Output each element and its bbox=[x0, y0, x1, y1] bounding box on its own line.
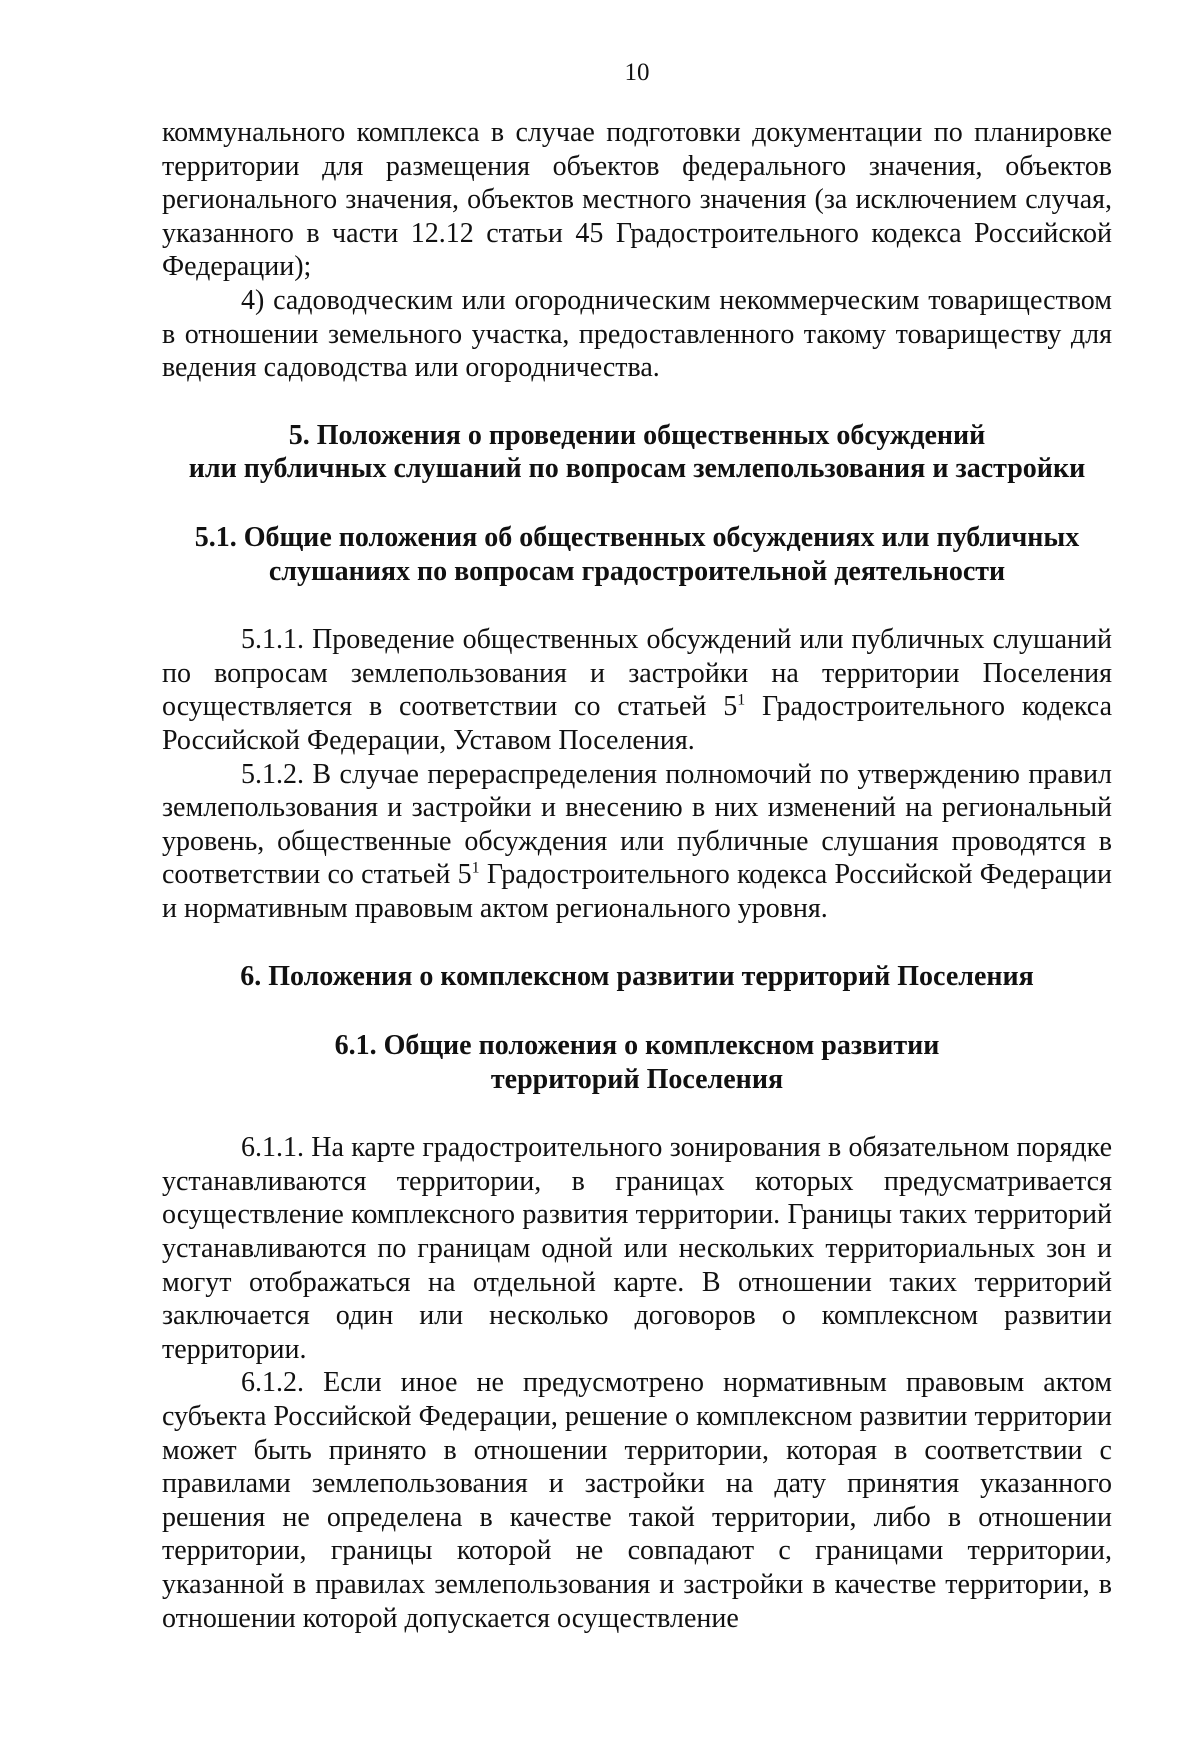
spacer bbox=[162, 1096, 1112, 1131]
section-5-1-heading-line-1: 5.1. Общие положения об общественных обсуждениях или публичных bbox=[194, 521, 1080, 553]
paragraph-6-1-1: 6.1.1. На карте градостроительного зонирования в обязательном порядке устанавливаются территории, в границах которых предусматривается осуществление комплексного развития территории. Границы таких территорий устанавливаются по границам одной или нескольких территориальных зон и могут отображаться на отдельной карте. В отношении таких территорий заключается один или несколько договоров о комплексном развитии территории. bbox=[162, 1132, 1112, 1365]
spacer bbox=[162, 588, 1112, 623]
paragraph-5-1-2-text-b: Градостроительного кодекса Российской Федерации и нормативным правовым актом регионального уровня. bbox=[162, 859, 1112, 924]
section-6-1-heading-line-1: 6.1. Общие положения о комплексном развитии bbox=[334, 1030, 940, 1062]
paragraph-5-1-2-text-a: 5.1.2. В случае перераспределения полномочий по утверждению правил землепользования и застройки и внесению в них изменений на региональный уровень, общественные обсуждения или публичные слушания проводятся в соответствии со статьей 5 bbox=[162, 758, 1112, 891]
paragraph-continuation: коммунального комплекса в случае подготовки документации по планировке территории для размещения объектов федерального значения, объектов регионального значения, объектов местного значения (за исключением случая, указанного в части 12.12 статьи 45 Градостроительного кодекса Российской Федерации); bbox=[162, 117, 1112, 283]
paragraph-item-4: 4) садоводческим или огородническим некоммерческим товариществом в отношении земельного участка, предоставленного такому товариществу для ведения садоводства или огородничества. bbox=[162, 284, 1112, 384]
spacer bbox=[162, 385, 1112, 419]
section-5-heading-line-1: 5. Положения о проведении общественных обсуждений bbox=[288, 419, 986, 451]
paragraph-5-1-1 bbox=[162, 623, 1112, 757]
paragraph-5-1-1-text-b: Градостроительного кодекса Российской Федерации, Уставом Поселения. bbox=[162, 691, 1112, 756]
section-5-1-heading bbox=[162, 521, 1112, 588]
section-5-1-heading-line-2: слушаниях по вопросам градостроительной деятельности bbox=[268, 555, 1006, 587]
document-page bbox=[162, 0, 1112, 1748]
document-body bbox=[162, 116, 1112, 1635]
spacer bbox=[162, 994, 1112, 1029]
section-5-heading-line-2: или публичных слушаний по вопросам землепользования и застройки bbox=[188, 453, 1086, 485]
spacer bbox=[162, 486, 1112, 521]
article-superscript: 1 bbox=[471, 859, 480, 877]
spacer bbox=[162, 925, 1112, 960]
section-6-heading: 6. Положения о комплексном развитии территорий Поселения bbox=[240, 961, 1034, 993]
paragraph-5-1-1-text-a: 5.1.1. Проведение общественных обсуждений или публичных слушаний по вопросам землепользования и застройки на территории Поселения осуществляется в соответствии со статьей 5 bbox=[162, 624, 1112, 723]
section-6-1-heading bbox=[162, 1029, 1112, 1096]
section-5-heading bbox=[162, 419, 1112, 486]
paragraph-6-1-2: 6.1.2. Если иное не предусмотрено нормативным правовым актом субъекта Российской Федерации, решение о комплексном развитии территории может быть принято в отношении территории, которая в соответствии с правилами землепользования и застройки на дату принятия указанного решения не определена в качестве такой территории, либо в отношении территории, границы которой не совпадают с границами территории, указанной в правилах землепользования и застройки в качестве территории, в отношении которой допускается осуществление bbox=[162, 1367, 1112, 1634]
section-6-1-heading-line-2: территорий Поселения bbox=[490, 1063, 784, 1095]
page-number: 10 bbox=[624, 59, 650, 86]
article-superscript: 1 bbox=[737, 691, 746, 709]
paragraph-5-1-2 bbox=[162, 758, 1112, 926]
